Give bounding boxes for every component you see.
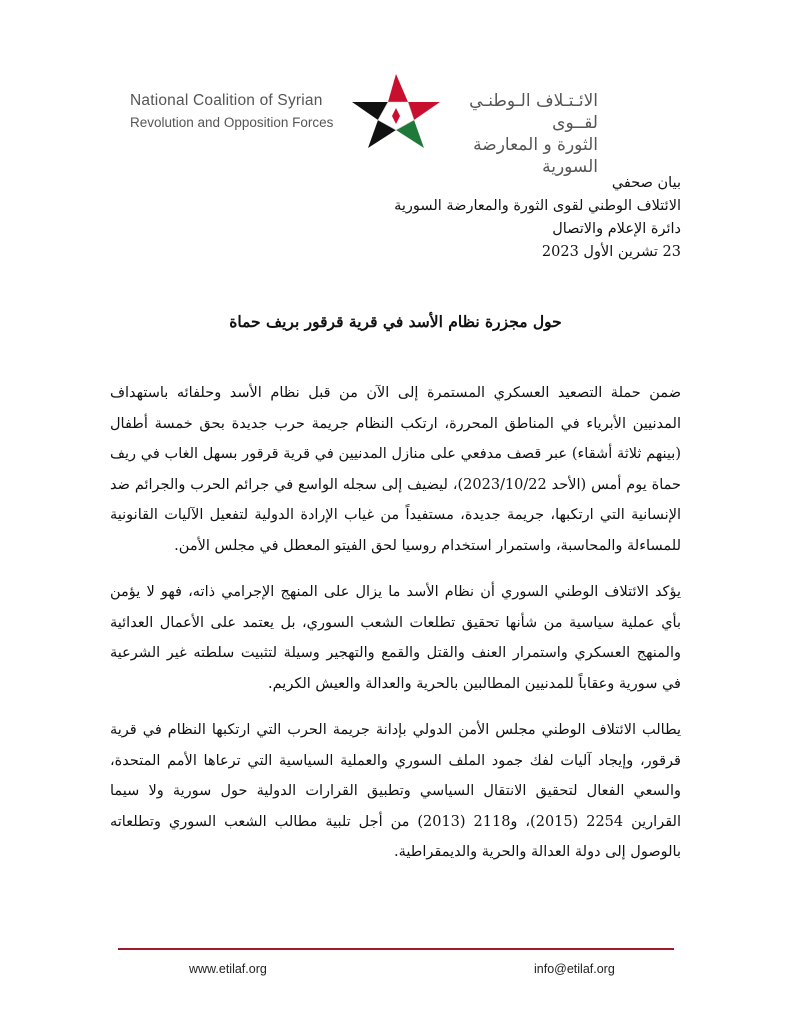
footer-divider	[118, 948, 674, 950]
org-name-arabic-line1: الائـتـلاف الـوطنـي لقــوى	[469, 91, 598, 133]
body-paragraph-2: يؤكد الائتلاف الوطني السوري أن نظام الأسد ما يزال على المنهج الإجرامي ذاته، فهو لا يؤمن بأي عملية سياسية من شأنها تحقيق تطلعات الشعب السوري، بل يعتمد على الأعمال العدائية والمنهج العسكري واستمرار العنف والقتل والقمع والتهجير وسيلة لتثبيت سلطته غير الشرعية في سورية وعقاباً للمدنيين المطالبين بالحرية والعدالة والعيش الكريم.	[110, 584, 681, 692]
meta-department: دائرة الإعلام والاتصال	[552, 221, 681, 237]
meta-organization: الائتلاف الوطني لقوى الثورة والمعارضة السورية	[394, 198, 681, 214]
footer-email-link[interactable]: info@etilaf.org	[534, 962, 615, 976]
org-name-arabic	[448, 90, 598, 178]
body-paragraph-1: ضمن حملة التصعيد العسكري المستمرة إلى الآن من قبل نظام الأسد وحلفائه باستهداف المدنيين الأبرياء في المناطق المحررة، ارتكب النظام جريمة حرب جديدة بحق خمسة أطفال (بينهم ثلاثة أشقاء) عبر قصف مدفعي على منازل المدنيين في قرية قرقور بسهل الغاب في ريف حماة يوم أمس (الأحد 2023/10/22)، ليضيف إلى سجله الواسع في جرائم الحرب والجرائم ضد الإنسانية التي ارتكبها، جريمة جديدة، مستفيداً من غياب الإرادة الدولية لتفعيل الآليات القانونية للمساءلة والمحاسبة، واستمرار استخدام روسيا لحق الفيتو المعطل في مجلس الأمن.	[110, 385, 681, 554]
star-logo-icon	[350, 72, 442, 150]
org-name-english-line2: Revolution and Opposition Forces	[130, 115, 334, 130]
document-title: حول مجزرة نظام الأسد في قرية قرقور بريف حماة	[229, 312, 562, 331]
meta-doc-type: بيان صحفي	[611, 175, 681, 191]
press-release-meta	[394, 172, 681, 264]
org-name-english	[130, 90, 333, 134]
letterhead	[0, 60, 791, 177]
org-name-english-line1: National Coalition of Syrian	[130, 92, 323, 109]
body-paragraph-3: يطالب الائتلاف الوطني مجلس الأمن الدولي بإدانة جريمة الحرب التي ارتكبها النظام في قرية قرقور، وإيجاد آليات لفك جمود الملف السوري والعملية السياسية التي ترعاها الأمم المتحدة، والسعي الفعال لتحقيق الانتقال السياسي وتطبيق القرارات الدولية حول سورية ولا سيما القرارين 2254 (2015)، و2118 (2013) من أجل تلبية مطالب الشعب السوري وتطلعاته بالوصول إلى دولة العدالة والحرية والديمقراطية.	[110, 722, 681, 860]
footer-website-link[interactable]: www.etilaf.org	[189, 962, 267, 976]
meta-date: 23 تشرين الأول 2023	[541, 244, 681, 260]
org-name-arabic-line2: الثورة و المعارضة السورية	[473, 135, 598, 177]
document-body	[110, 378, 681, 884]
